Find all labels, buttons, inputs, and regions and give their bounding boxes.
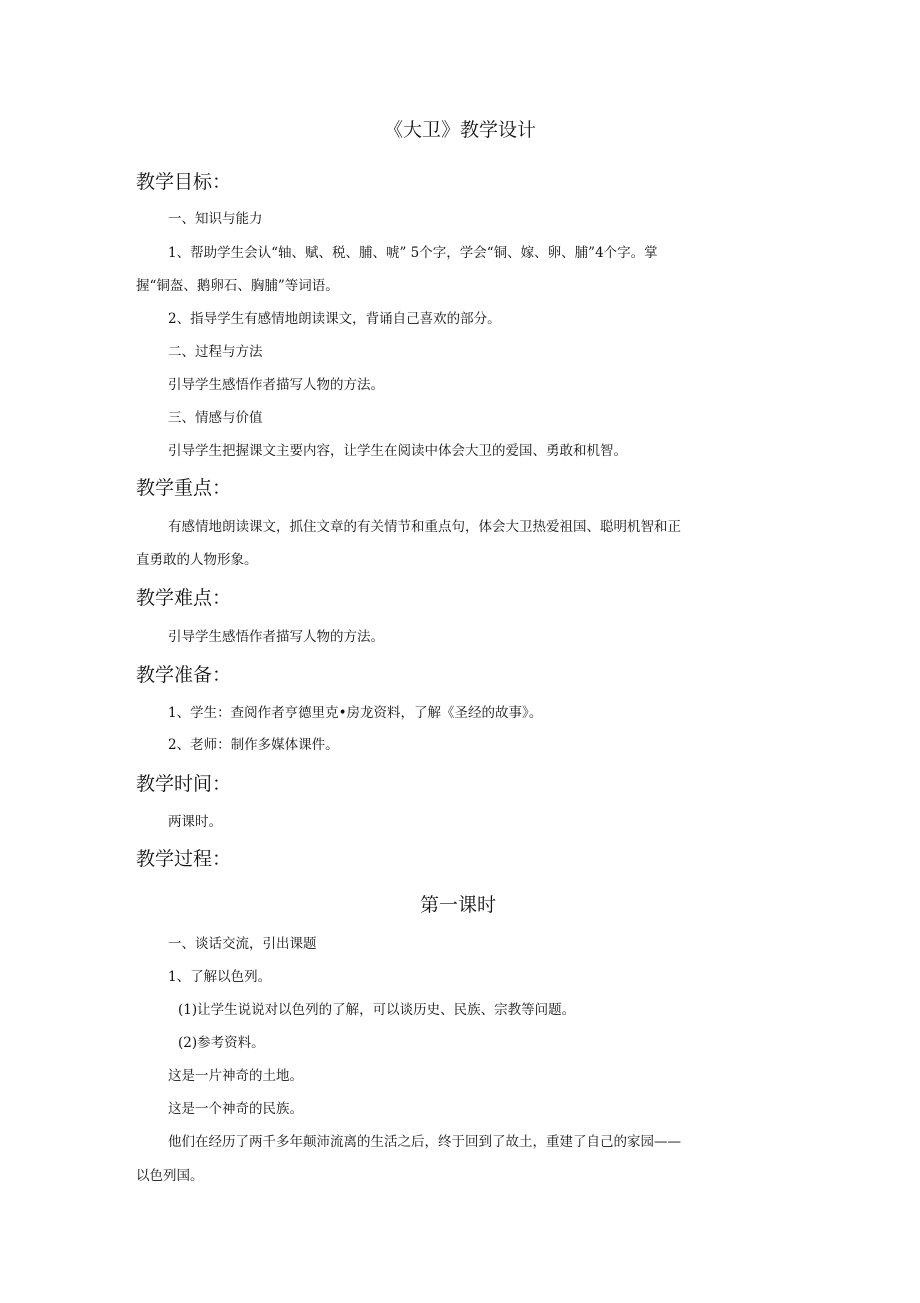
paragraph-line: 这是一个神奇的民族。	[168, 1101, 303, 1117]
paragraph-line: 以色列国。	[136, 1168, 204, 1184]
paragraph-line: 2、指导学生有感情地朗读课文，背诵自己喜欢的部分。	[168, 311, 501, 327]
paragraph-line: 握“铜盔、鹅卵石、胸脯”等词语。	[136, 278, 339, 294]
paragraph-line: (2)参考资料。	[178, 1035, 265, 1051]
paragraph-line: 1、帮助学生会认“轴、赋、税、脯、唬” 5个字，学会“铜、嫁、卵、脯”4个字。掌	[168, 245, 658, 261]
section-heading-key-points: 教学重点：	[136, 477, 232, 499]
paragraph-line: 引导学生感悟作者描写人物的方法。	[168, 629, 384, 645]
subheading: 一、知识与能力	[168, 211, 263, 227]
paragraph-line: 1、了解以色列。	[168, 969, 272, 985]
paragraph-line: 2、老师：制作多媒体课件。	[168, 737, 339, 753]
subheading: 三、情感与价值	[168, 410, 263, 426]
paragraph-line: 引导学生把握课文主要内容，让学生在阅读中体会大卫的爱国、勇敢和机智。	[168, 443, 627, 459]
section-heading-time: 教学时间：	[136, 773, 232, 795]
section-heading-process: 教学过程：	[136, 848, 232, 870]
subheading: 一、谈话交流，引出课题	[168, 936, 317, 952]
lesson-title: 第一课时	[419, 894, 497, 916]
subheading: 二、过程与方法	[168, 344, 263, 360]
section-heading-preparation: 教学准备：	[136, 664, 232, 686]
paragraph-line: (1)让学生说说对以色列的了解，可以谈历史、民族、宗教等问题。	[178, 1002, 576, 1018]
paragraph-line: 引导学生感悟作者描写人物的方法。	[168, 377, 384, 393]
paragraph-line: 直勇敢的人物形象。	[136, 552, 258, 568]
paragraph-line: 他们在经历了两千多年颠沛流离的生活之后，终于回到了故土，重建了自己的家园——	[168, 1134, 681, 1150]
paragraph-line: 1、学生：查阅作者亨德里克•房龙资料，了解《圣经的故事》。	[168, 705, 543, 721]
paragraph-line: 有感情地朗读课文，抓住文章的有关情节和重点句，体会大卫热爱祖国、聪明机智和正	[168, 519, 681, 535]
section-heading-objectives: 教学目标：	[136, 171, 232, 193]
section-heading-difficulties: 教学难点：	[136, 587, 232, 609]
document-title: 《大卫》教学设计	[383, 119, 537, 141]
paragraph-line: 这是一片神奇的土地。	[168, 1068, 303, 1084]
paragraph-line: 两课时。	[168, 814, 222, 830]
